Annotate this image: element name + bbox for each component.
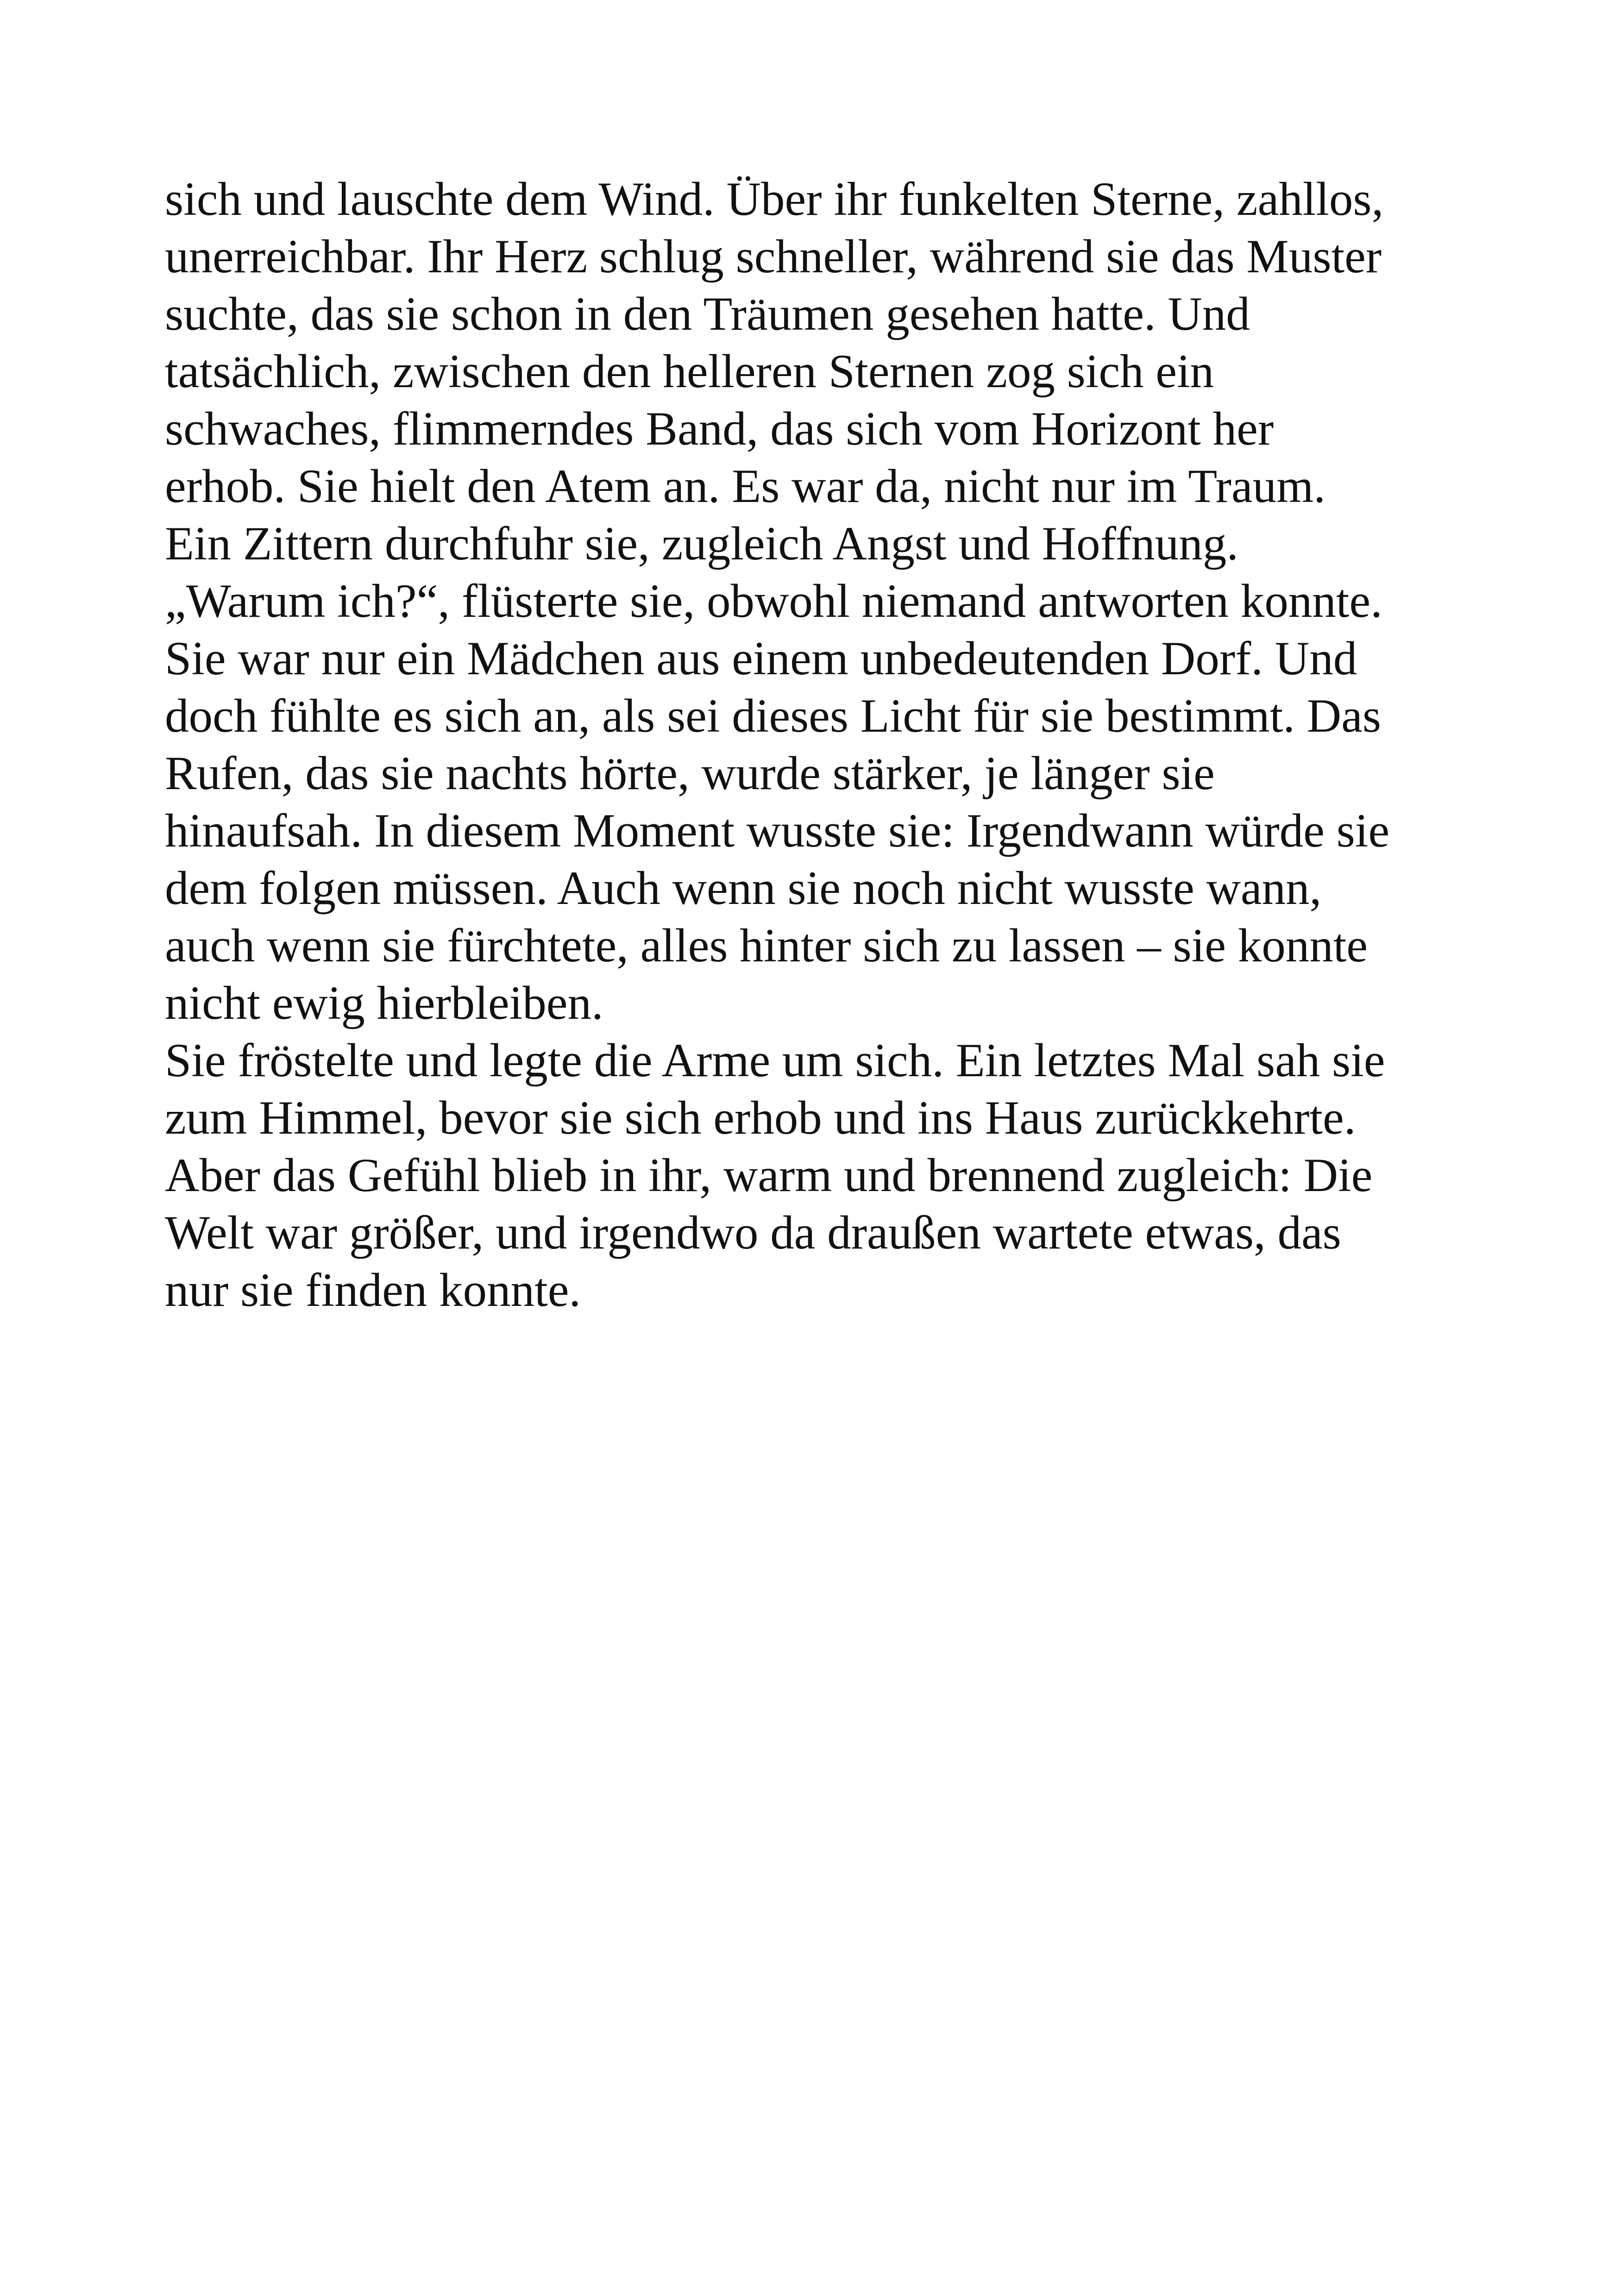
text-line: doch fühlte es sich an, als sei dieses Licht für sie bestimmt. Das xyxy=(165,690,1381,742)
text-line: schwaches, flimmerndes Band, das sich vom Horizont her xyxy=(165,402,1274,455)
text-line: Ein Zittern durchfuhr sie, zugleich Angst und Hoffnung. xyxy=(165,517,1239,570)
text-line: hinaufsah. In diesem Moment wusste sie: Irgendwann würde sie xyxy=(165,804,1390,857)
text-line: Sie fröstelte und legte die Arme um sich. Ein letztes Mal sah sie xyxy=(165,1034,1385,1087)
text-line: Welt war größer, und irgendwo da draußen wartete etwas, das xyxy=(165,1206,1341,1259)
body-text xyxy=(165,170,1508,1319)
text-line: dem folgen müssen. Auch wenn sie noch nicht wusste wann, xyxy=(165,862,1322,915)
text-line: nur sie finden konnte. xyxy=(165,1264,581,1317)
text-line: Sie war nur ein Mädchen aus einem unbedeutenden Dorf. Und xyxy=(165,632,1357,685)
text-line: „Warum ich?“, flüsterte sie, obwohl niemand antworten konnte. xyxy=(165,575,1382,627)
text-line: sich und lauschte dem Wind. Über ihr funkelten Sterne, zahllos, xyxy=(165,173,1384,226)
text-line: Aber das Gefühl blieb in ihr, warm und brennend zugleich: Die xyxy=(165,1149,1373,1202)
text-line: auch wenn sie fürchtete, alles hinter sich zu lassen – sie konnte xyxy=(165,919,1368,972)
text-line: unerreichbar. Ihr Herz schlug schneller, während sie das Muster xyxy=(165,230,1382,283)
text-line: nicht ewig hierbleiben. xyxy=(165,977,603,1029)
text-line: erhob. Sie hielt den Atem an. Es war da, nicht nur im Traum. xyxy=(165,460,1326,513)
text-line: zum Himmel, bevor sie sich erhob und ins Haus zurückkehrte. xyxy=(165,1092,1356,1144)
text-line: suchte, das sie schon in den Träumen gesehen hatte. Und xyxy=(165,288,1250,340)
text-line: tatsächlich, zwischen den helleren Sternen zog sich ein xyxy=(165,345,1214,398)
text-line: Rufen, das sie nachts hörte, wurde stärker, je länger sie xyxy=(165,747,1215,800)
